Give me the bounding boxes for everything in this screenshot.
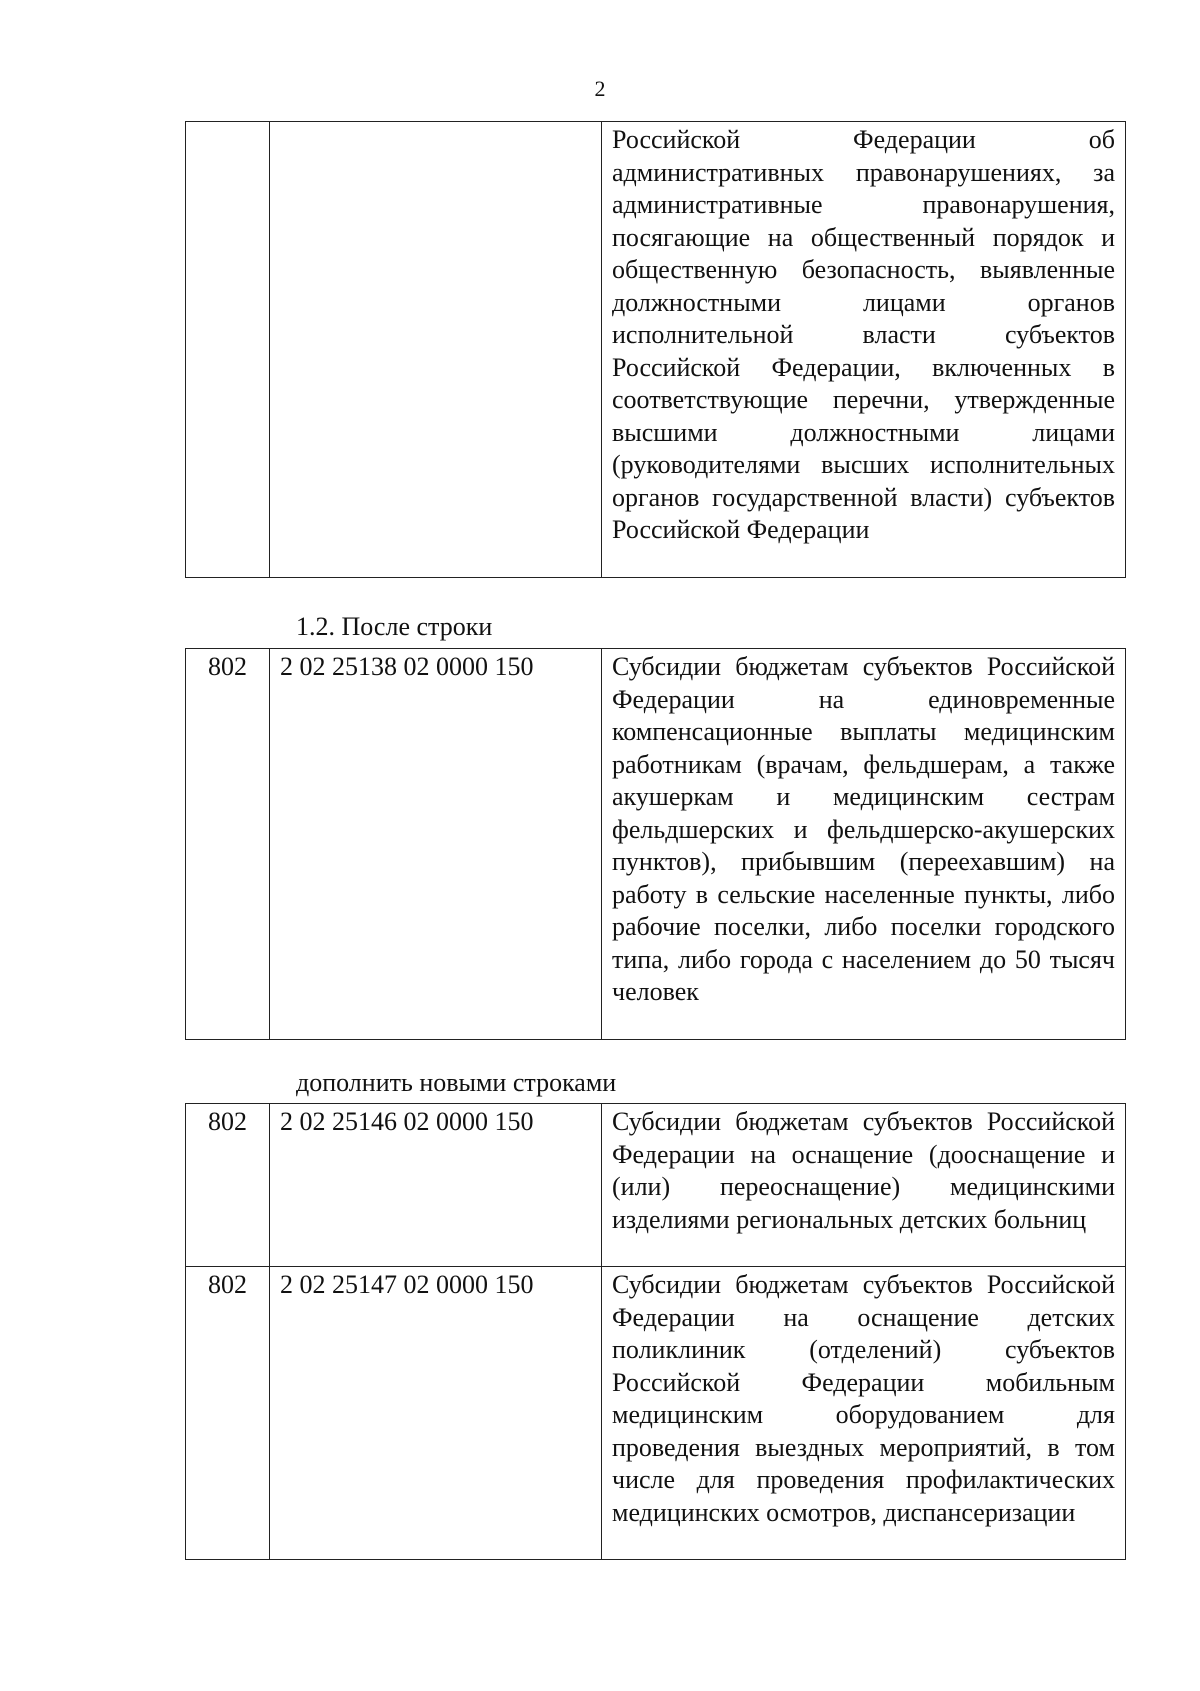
insert-caption: дополнить новыми строками: [296, 1068, 617, 1097]
table-new-rows: [185, 1103, 1126, 1560]
description-cell: Субсидии бюджетам субъектов Российской Федерации на оснащение детских поликлиник (отделений) субъектов Российской Федерации мобильным медицинским оборудованием для проведения выездных мероприятий, в том числе для проведения профилактических медицинских осмотров, диспансеризации: [602, 1267, 1126, 1560]
description-cell: Российской Федерации об административных правонарушениях, за административные правонарушения, посягающие на общественный порядок и общественную безопасность, выявленные должностными лицами органов исполнительной власти субъектов Российской Федерации, включенных в соответствующие перечни, утвержденные высшими должностными лицами (руководителями высших исполнительных органов государственной власти) субъектов Российской Федерации: [602, 122, 1126, 578]
table-row: [186, 649, 1126, 1040]
table-after-row: [185, 648, 1126, 1040]
table-row: [186, 122, 1126, 578]
budget-code-cell: 2 02 25146 02 0000 150: [270, 1104, 602, 1267]
admin-code-cell: 802: [186, 649, 270, 1040]
description-cell: Субсидии бюджетам субъектов Российской Федерации на оснащение (дооснащение и (или) переоснащение) медицинскими изделиями региональных детских больниц: [602, 1104, 1126, 1267]
section-caption: 1.2. После строки: [296, 612, 493, 641]
table-row: [186, 1267, 1126, 1560]
description-cell: Субсидии бюджетам субъектов Российской Федерации на единовременные компенсационные выплаты медицинским работникам (врачам, фельдшерам, а также акушеркам и медицинским сестрам фельдшерских и фельдшерско-акушерских пунктов), прибывшим (переехавшим) на работу в сельские населенные пункты, либо рабочие поселки, либо поселки городского типа, либо города с населением до 50 тысяч человек: [602, 649, 1126, 1040]
budget-code-cell: 2 02 25147 02 0000 150: [270, 1267, 602, 1560]
admin-code-cell: 802: [186, 1104, 270, 1267]
admin-code-cell: [186, 122, 270, 578]
table-continuation: [185, 121, 1126, 578]
admin-code-cell: 802: [186, 1267, 270, 1560]
budget-code-cell: [270, 122, 602, 578]
budget-code-cell: 2 02 25138 02 0000 150: [270, 649, 602, 1040]
table-row: [186, 1104, 1126, 1267]
page-number: 2: [594, 76, 606, 101]
